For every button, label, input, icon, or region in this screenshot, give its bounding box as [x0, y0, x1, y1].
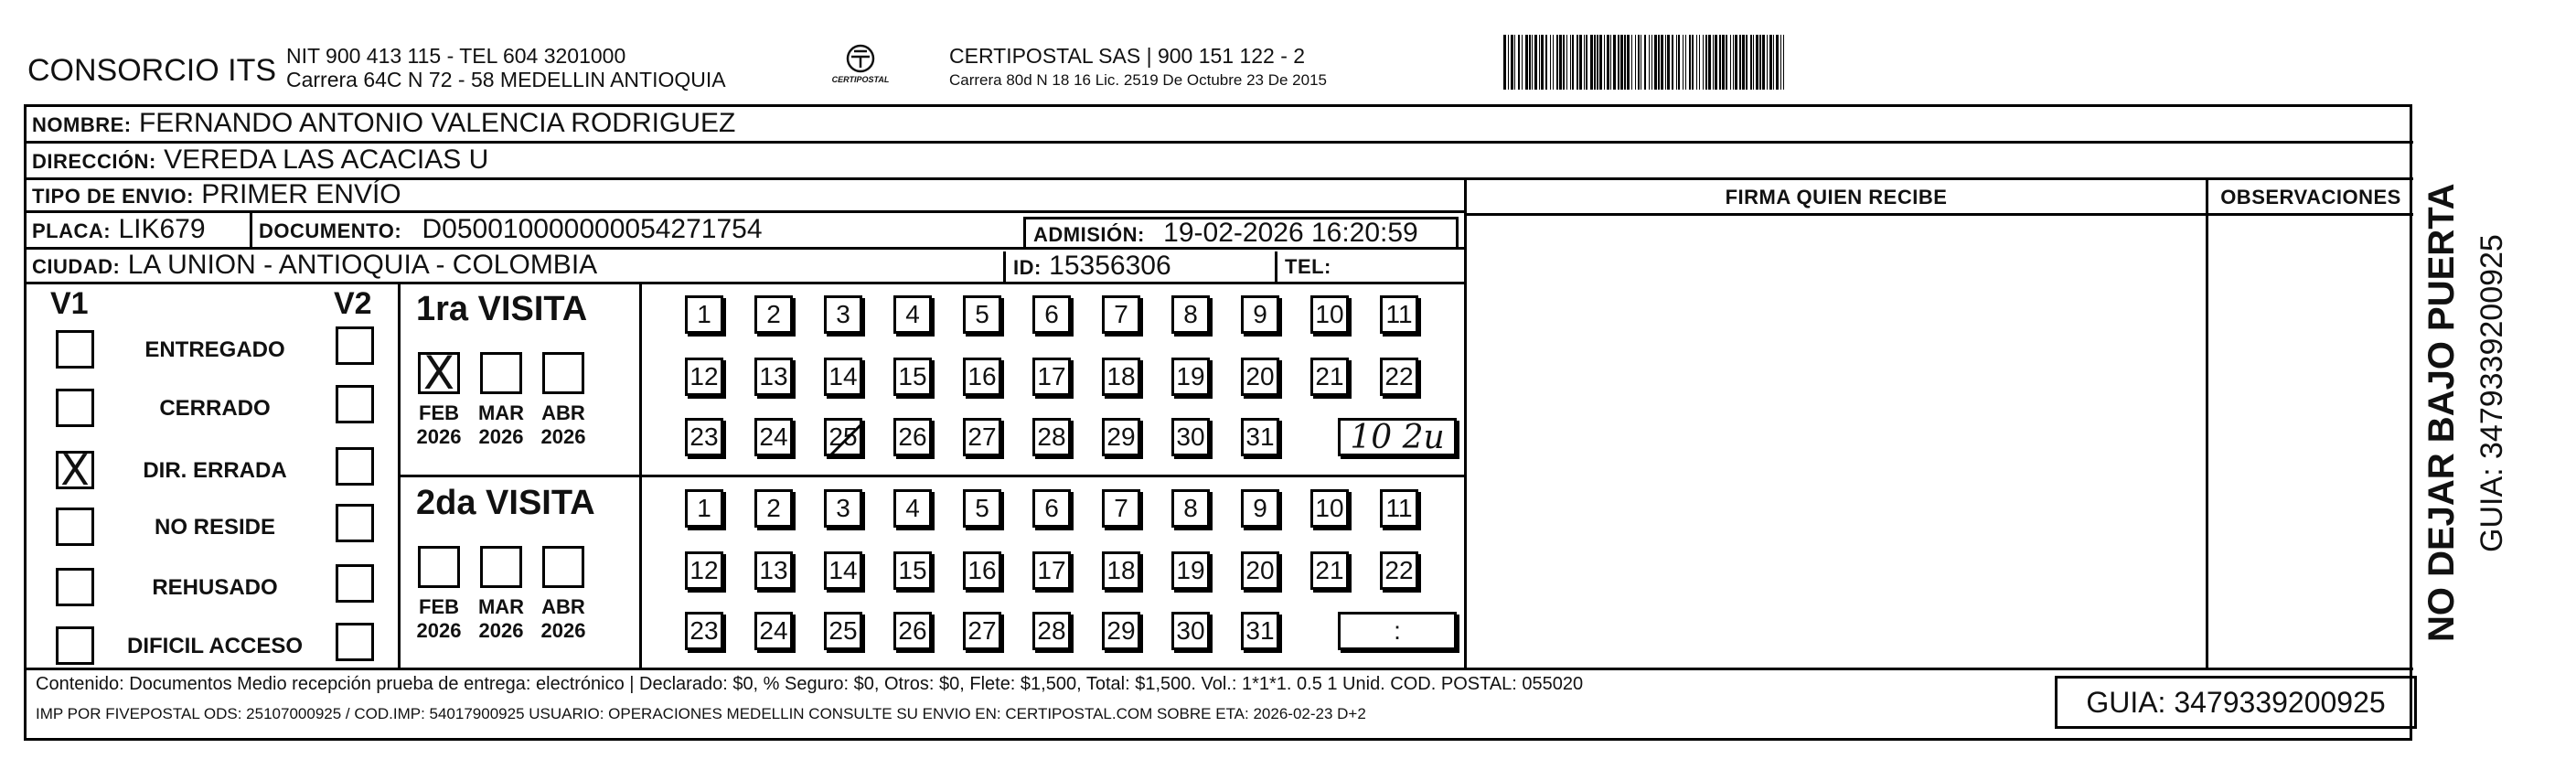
side-warning: NO DEJAR BAJO PUERTA [2421, 183, 2462, 642]
reason-label: ENTREGADO [144, 337, 285, 362]
observaciones-header: OBSERVACIONES [2220, 186, 2401, 208]
reason-label: REHUSADO [152, 575, 278, 600]
day-box[interactable]: 27 [963, 612, 1001, 650]
v2-checkbox[interactable] [336, 504, 374, 542]
certipostal-sub: Carrera 80d N 18 16 Lic. 2519 De Octubre 23 De 2015 [949, 71, 1327, 89]
month-checkbox[interactable] [542, 546, 584, 588]
month-checkbox[interactable] [418, 546, 460, 588]
v1-checkbox[interactable] [56, 568, 94, 606]
day-box[interactable]: 26 [893, 612, 932, 650]
day-box[interactable]: 24 [754, 612, 793, 650]
day-box[interactable]: 16 [963, 358, 1001, 396]
day-box[interactable]: 25 [824, 612, 862, 650]
certipostal-line: CERTIPOSTAL SAS | 900 151 122 - 2 [949, 44, 1306, 68]
certipostal-logo [828, 40, 893, 95]
day-box[interactable]: 17 [1032, 358, 1071, 396]
v2-checkbox[interactable] [336, 564, 374, 603]
reason-label: DIFICIL ACCESO [126, 634, 303, 658]
time-box[interactable]: 10 2u [1338, 418, 1457, 456]
day-box[interactable]: 12 [685, 551, 723, 590]
month-label [469, 401, 533, 450]
day-box[interactable]: 7 [1102, 489, 1140, 528]
ciudad-cell [32, 250, 597, 283]
placa-value: LIK679 [118, 214, 206, 244]
guide-frame [24, 104, 2412, 741]
day-box[interactable]: 31 [1241, 418, 1279, 456]
id-label: ID: [1013, 256, 1042, 279]
direccion-row [27, 144, 2413, 180]
firma-header: FIRMA QUIEN RECIBE [1725, 186, 1948, 208]
day-box[interactable]: 23 [685, 418, 723, 456]
day-box[interactable]: 14 [824, 551, 862, 590]
month-name: ABR [541, 595, 585, 618]
admision-value: 19-02-2026 16:20:59 [1163, 218, 1418, 248]
month-label [407, 595, 471, 644]
day-strike-mark [827, 421, 865, 459]
day-box[interactable]: 29 [1102, 612, 1140, 650]
month-name: ABR [541, 401, 585, 424]
day-box[interactable]: 31 [1241, 612, 1279, 650]
tel-cell [1285, 250, 1331, 283]
day-box[interactable]: 18 [1102, 551, 1140, 590]
tipo-row [27, 180, 1464, 213]
month-checkbox[interactable] [480, 352, 522, 394]
day-box[interactable]: 29 [1102, 418, 1140, 456]
nombre-value: FERNANDO ANTONIO VALENCIA RODRIGUEZ [138, 108, 736, 138]
v2-header: V2 [334, 286, 372, 321]
v1-checkbox[interactable] [56, 389, 94, 427]
day-box[interactable]: 15 [893, 358, 932, 396]
month-checkbox[interactable] [480, 546, 522, 588]
tel-label: TEL: [1285, 255, 1331, 278]
day-box[interactable]: 14 [824, 358, 862, 396]
day-box[interactable]: 5 [963, 295, 1001, 334]
month-checkbox[interactable]: X [418, 352, 460, 394]
day-box[interactable]: 17 [1032, 551, 1071, 590]
day-box[interactable]: 3 [824, 489, 862, 528]
month-label [531, 595, 595, 644]
month-label [469, 595, 533, 644]
day-box[interactable]: 30 [1171, 418, 1210, 456]
id-cell [1003, 251, 1277, 284]
v1-checkbox[interactable] [56, 330, 94, 369]
reason-label: DIR. ERRADA [143, 458, 287, 483]
v2-checkbox[interactable] [336, 326, 374, 365]
certipostal-logo-icon [828, 40, 893, 95]
day-box[interactable]: 6 [1032, 489, 1071, 528]
placa-divider [250, 213, 252, 250]
day-box[interactable]: 9 [1241, 489, 1279, 528]
day-box[interactable]: 6 [1032, 295, 1071, 334]
month-name: MAR [477, 401, 525, 424]
nombre-label: NOMBRE: [32, 113, 132, 136]
day-box[interactable]: 11 [1380, 295, 1418, 334]
barcode [1503, 35, 2226, 90]
day-box[interactable]: 28 [1032, 612, 1071, 650]
visit-title: 2da VISITA [416, 484, 595, 522]
day-box[interactable]: 18 [1102, 358, 1140, 396]
day-box[interactable]: 26 [893, 418, 932, 456]
day-box[interactable]: 28 [1032, 418, 1071, 456]
day-box[interactable]: 9 [1241, 295, 1279, 334]
id-value: 15356306 [1049, 251, 1171, 281]
visit-separator [398, 475, 1464, 477]
day-box[interactable]: 19 [1171, 358, 1210, 396]
day-box[interactable]: 3 [824, 295, 862, 334]
day-box[interactable]: 20 [1241, 551, 1279, 590]
v2-checkbox[interactable] [336, 447, 374, 486]
day-box[interactable]: 24 [754, 418, 793, 456]
visit-title: 1ra VISITA [416, 290, 588, 328]
barcode-bar [1784, 35, 1787, 90]
day-box[interactable]: 12 [685, 358, 723, 396]
documento-value: D050010000000054271754 [422, 214, 763, 244]
admision-label: ADMISIÓN: [1033, 223, 1145, 246]
ciudad-label: CIUDAD: [32, 255, 121, 278]
documento-label: DOCUMENTO: [259, 219, 402, 242]
v2-checkbox[interactable] [336, 623, 374, 661]
company-name: CONSORCIO ITS [27, 53, 277, 88]
month-checkbox[interactable] [542, 352, 584, 394]
documento-cell [259, 213, 763, 248]
footer-guia: GUIA: 3479339200925 [2055, 676, 2417, 729]
divider-firma [1464, 180, 1467, 668]
divider-obs [2206, 180, 2208, 668]
status-block [27, 284, 1464, 668]
month-year: 2026 [478, 619, 524, 643]
v1-checkbox[interactable] [56, 626, 94, 665]
month-year: 2026 [416, 425, 462, 449]
day-box[interactable]: 13 [754, 551, 793, 590]
time-box[interactable]: : [1338, 612, 1457, 650]
day-box[interactable]: 2 [754, 295, 793, 334]
day-box[interactable]: 19 [1171, 551, 1210, 590]
month-label [531, 401, 595, 450]
day-box[interactable]: 21 [1310, 551, 1349, 590]
day-box[interactable]: 15 [893, 551, 932, 590]
tipo-value: PRIMER ENVÍO [201, 180, 401, 209]
placa-label: PLACA: [32, 219, 112, 242]
day-box[interactable]: 8 [1171, 295, 1210, 334]
company-address: Carrera 64C N 72 - 58 MEDELLIN ANTIOQUIA [286, 68, 726, 91]
day-box[interactable]: 30 [1171, 612, 1210, 650]
ciudad-row [27, 250, 1464, 284]
month-year: 2026 [540, 619, 586, 643]
direccion-label: DIRECCIÓN: [32, 150, 156, 173]
footer-imp: IMP POR FIVEPOSTAL ODS: 25107000925 / COD.IMP: 54017900925 USUARIO: OPERACIONES MEDELLIN CONSULTE SU ENVIO EN: CERTIPOSTAL.COM SOBRE ETA: 2026-02-23 D+2 [36, 705, 1366, 722]
tipo-label: TIPO DE ENVIO: [32, 185, 194, 208]
v2-checkbox[interactable] [336, 385, 374, 423]
day-box[interactable]: 23 [685, 612, 723, 650]
day-box[interactable]: 8 [1171, 489, 1210, 528]
day-box[interactable]: 5 [963, 489, 1001, 528]
month-name: FEB [419, 595, 459, 618]
day-box[interactable]: 10 [1310, 489, 1349, 528]
month-name: FEB [419, 401, 459, 424]
day-box[interactable]: 27 [963, 418, 1001, 456]
side-guia: GUIA: 3479339200925 [2474, 234, 2509, 552]
company-nit: NIT 900 413 115 - TEL 604 3201000 [286, 44, 626, 68]
v1-header: V1 [50, 286, 89, 321]
day-box[interactable]: 11 [1380, 489, 1418, 528]
day-box[interactable]: 20 [1241, 358, 1279, 396]
direccion-value: VEREDA LAS ACACIAS U [164, 144, 489, 175]
day-box[interactable]: 21 [1310, 358, 1349, 396]
month-year: 2026 [416, 619, 462, 643]
admision-cell [1023, 217, 1459, 248]
day-box[interactable]: 16 [963, 551, 1001, 590]
day-box[interactable]: 10 [1310, 295, 1349, 334]
v1-checkbox[interactable] [56, 508, 94, 546]
day-box[interactable]: 4 [893, 489, 932, 528]
footer-divider [27, 668, 2413, 670]
header-underline [1464, 213, 2413, 216]
ciudad-value: LA UNION - ANTIOQUIA - COLOMBIA [127, 250, 598, 280]
placa-cell [32, 213, 206, 248]
day-box[interactable]: 4 [893, 295, 932, 334]
day-box[interactable]: 22 [1380, 358, 1418, 396]
reason-label: NO RESIDE [154, 515, 276, 540]
month-year: 2026 [478, 425, 524, 449]
day-box[interactable]: 22 [1380, 551, 1418, 590]
day-box[interactable]: 2 [754, 489, 793, 528]
month-label [407, 401, 471, 450]
placa-row [27, 213, 1464, 250]
day-box[interactable]: 25 [824, 418, 862, 456]
footer-contenido: Contenido: Documentos Medio recepción prueba de entrega: electrónico | Declarado: $0, % Seguro: $0, Otros: $0, Flete: $1,500, Total: $1,500. Vol.: 1*1*1. 0.5 1 Unid. COD. POSTAL: 055020 [36, 674, 1584, 694]
day-box[interactable]: 1 [685, 295, 723, 334]
month-name: MAR [477, 595, 525, 618]
reason-label: CERRADO [159, 396, 271, 421]
v1-checkbox[interactable]: X [56, 451, 94, 489]
logo-caption: CERTIPOSTAL [831, 75, 890, 84]
day-box[interactable]: 7 [1102, 295, 1140, 334]
day-box[interactable]: 1 [685, 489, 723, 528]
day-box[interactable]: 13 [754, 358, 793, 396]
nombre-row [27, 107, 2413, 144]
month-year: 2026 [540, 425, 586, 449]
